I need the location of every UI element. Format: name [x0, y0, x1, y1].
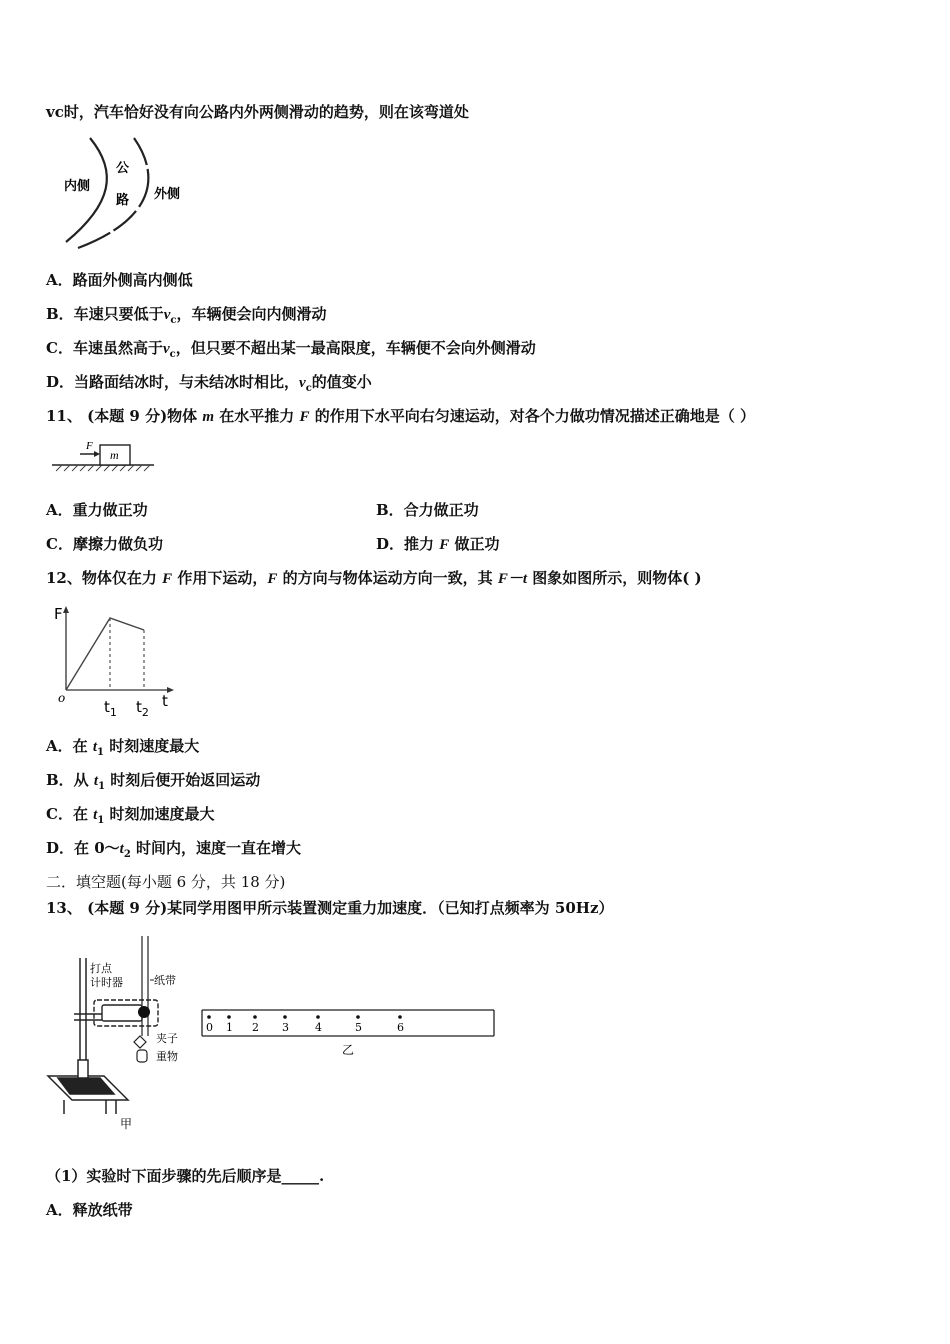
inner-side-label: 内侧 [64, 179, 91, 194]
svg-text:计时器: 计时器 [90, 976, 123, 989]
svg-text:m: m [110, 448, 119, 462]
q13-sub1: （1）实验时下面步骤的先后顺序是_____. [46, 1167, 325, 1185]
svg-text:0: 0 [206, 1021, 213, 1034]
svg-text:1: 1 [226, 1021, 233, 1034]
q12-option-b: B．从 $t_1$ 时刻后便开始返回运动 [46, 771, 261, 792]
svg-text:乙: 乙 [342, 1043, 355, 1057]
q10-option-c: C．车速虽然高于$v_c$，但只要不超出某一最高限度，车辆便不会向外侧滑动 [46, 339, 536, 360]
svg-text:纸带: 纸带 [154, 974, 176, 987]
svg-text:3: 3 [282, 1021, 289, 1034]
outer-side-label: 外侧 [154, 187, 181, 202]
q13-stem: 13、 (本题 9 分)某同学用图甲所示装置测定重力加速度．（已知打点频率为 50Hz） [46, 899, 614, 917]
svg-text:5: 5 [355, 1021, 362, 1034]
svg-text:F: F [54, 605, 63, 623]
svg-text:甲: 甲 [120, 1117, 133, 1131]
tape-tick-labels [206, 1021, 404, 1034]
svg-text:重物: 重物 [156, 1050, 178, 1063]
road-label-2: 路 [116, 193, 130, 208]
svg-text:夹子: 夹子 [156, 1032, 178, 1045]
q11-option-a: A．重力做正功 [46, 501, 148, 519]
q10-stem-tail: vc时，汽车恰好没有向公路内外两侧滑动的趋势，则在该弯道处 [46, 103, 469, 121]
ticker-tape-figure [198, 1002, 498, 1066]
weight [137, 1050, 147, 1062]
ground-hatching [56, 465, 150, 471]
q11-stem: 11、 (本题 9 分)物体 m 在水平推力 F 的作用下水平向右匀速运动，对各个力做功情况描述正确地是（ ） [46, 407, 755, 425]
svg-text:F: F [86, 440, 93, 452]
svg-text:打点: 打点 [90, 962, 112, 975]
svg-text:t2: $t_2$ [136, 698, 149, 719]
force-time-graph [48, 600, 188, 724]
svg-text:t: t [162, 692, 168, 710]
q12-stem: 12、物体仅在力 F 作用下运动，F 的方向与物体运动方向一致，其 F－t 图象如图所示，则物体( ) [46, 569, 702, 587]
road-label-1: 公 [116, 161, 130, 176]
experiment-apparatus-figure [44, 928, 204, 1134]
svg-text:o: o [58, 691, 66, 705]
force-curve [66, 618, 144, 690]
svg-text:4: 4 [315, 1021, 322, 1034]
q12-option-c: C．在 $t_1$ 时刻加速度最大 [46, 805, 215, 826]
q11-option-c: C．摩擦力做负功 [46, 535, 163, 553]
clip [134, 1036, 146, 1048]
tape-reel [138, 1006, 150, 1018]
section-2-title: 二．填空题(每小题 6 分，共 18 分) [46, 873, 286, 891]
q11-option-d: D．推力 F 做正功 [376, 535, 500, 553]
q12-option-a: A．在 $t_1$ 时刻速度最大 [46, 737, 200, 758]
svg-text:2: 2 [252, 1021, 259, 1034]
q10-option-a: A．路面外侧高内侧低 [46, 271, 193, 289]
tape-dots [207, 1015, 402, 1019]
svg-text:6: 6 [397, 1021, 404, 1034]
curved-road-figure [46, 134, 196, 250]
q12-option-d: D．在 $0\sim t_2$ 时间内，速度一直在增大 [46, 839, 302, 860]
block-on-ground-figure [50, 438, 158, 474]
q10-option-b: B．车速只要低于$v_c$，车辆便会向内侧滑动 [46, 305, 327, 326]
q10-option-d: D．当路面结冰时，与未结冰时相比，$v_c$的值变小 [46, 373, 372, 394]
q11-option-b: B．合力做正功 [376, 501, 479, 519]
q13-option-a: A．释放纸带 [46, 1201, 133, 1219]
svg-text:t1: $t_1$ [104, 698, 117, 719]
